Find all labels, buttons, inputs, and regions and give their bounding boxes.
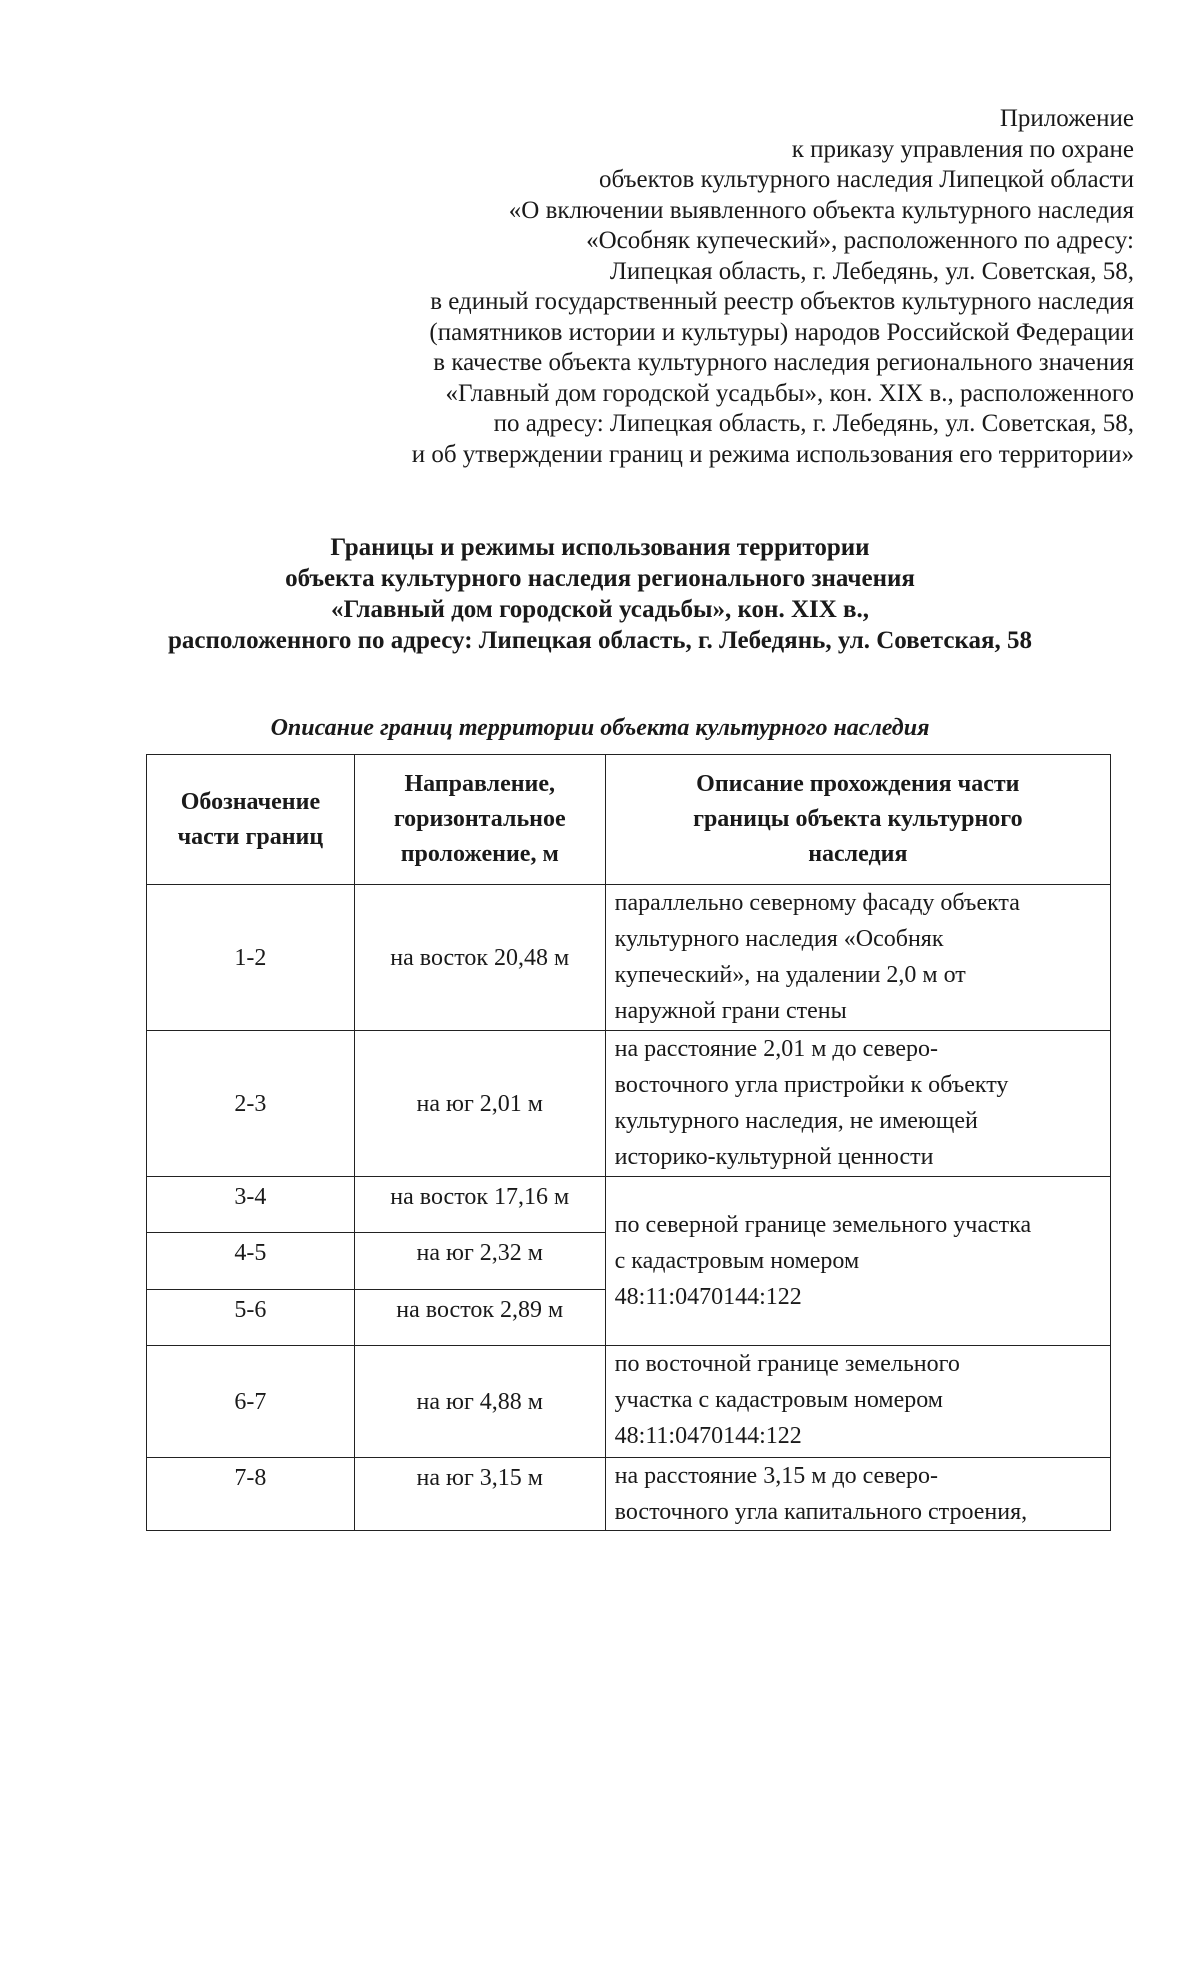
cell-direction: на юг 2,01 м [354, 1031, 605, 1177]
appendix-line: в единый государственный реестр объектов культурного наследия [430, 288, 1134, 315]
cell-description: по восточной границе земельного участка с кадастровым номером 48:11:0470144:122 [605, 1346, 1110, 1458]
cell-direction: на юг 2,32 м [354, 1233, 605, 1290]
borders-table [146, 754, 1111, 1531]
header-description: Описание прохождения части границы объекта культурного наследия [605, 755, 1110, 885]
cell-code: 2-3 [147, 1031, 355, 1177]
appendix-line: (памятников истории и культуры) народов Российской Федерации [429, 318, 1134, 346]
table-caption: Описание границ территории объекта культурного наследия [270, 715, 930, 741]
title-line: объекта культурного наследия регионального значения [285, 565, 915, 592]
appendix-line: «Главный дом городской усадьбы», кон. XIX в., расположенного [445, 379, 1134, 407]
table-row [147, 1458, 1111, 1531]
cell-code: 1-2 [147, 885, 355, 1031]
cell-direction: на восток 2,89 м [354, 1290, 605, 1346]
table-row [147, 1031, 1111, 1177]
table-row [147, 1177, 1111, 1233]
header-code: Обозначение части границ [147, 755, 355, 885]
cell-code: 5-6 [147, 1290, 355, 1346]
appendix-line: Приложение [999, 105, 1134, 132]
appendix-line: и об утверждении границ и режима использования его территории» [411, 440, 1134, 468]
cell-description: на расстояние 2,01 м до северо- восточного угла пристройки к объекту культурного наследия, не имеющей историко-культурной ценности [605, 1031, 1110, 1177]
cell-direction: на восток 20,48 м [354, 885, 605, 1031]
title-line: расположенного по адресу: Липецкая область, г. Лебедянь, ул. Советская, 58 [167, 627, 1032, 654]
appendix-line: объектов культурного наследия Липецкой области [599, 166, 1134, 193]
title-line: «Главный дом городской усадьбы», кон. XIX в., [330, 596, 870, 623]
cell-direction: на юг 4,88 м [354, 1346, 605, 1458]
appendix-line: Липецкая область, г. Лебедянь, ул. Советская, 58, [609, 257, 1134, 285]
table-row [147, 885, 1111, 1031]
cell-code: 7-8 [147, 1458, 355, 1531]
document-title [100, 532, 1100, 656]
cell-direction: на восток 17,16 м [354, 1177, 605, 1233]
table-header-row [147, 755, 1111, 885]
appendix-line: по адресу: Липецкая область, г. Лебедянь, ул. Советская, 58, [493, 410, 1134, 437]
cell-code: 4-5 [147, 1233, 355, 1290]
appendix-line: «О включении выявленного объекта культурного наследия [508, 196, 1134, 224]
appendix-line: к приказу управления по охране [791, 135, 1134, 163]
appendix-header [234, 104, 1134, 470]
title-line: Границы и режимы использования территории [330, 534, 870, 561]
cell-direction: на юг 3,15 м [354, 1458, 605, 1531]
cell-description: по северной границе земельного участка с кадастровым номером 48:11:0470144:122 [605, 1177, 1110, 1346]
cell-description: на расстояние 3,15 м до северо- восточного угла капитального строения, [605, 1458, 1110, 1531]
cell-description: параллельно северному фасаду объекта культурного наследия «Особняк купеческий», на удалении 2,0 м от наружной грани стены [605, 885, 1110, 1031]
cell-code: 6-7 [147, 1346, 355, 1458]
table-row [147, 1346, 1111, 1458]
appendix-line: «Особняк купеческий», расположенного по адресу: [586, 227, 1134, 254]
appendix-line: в качестве объекта культурного наследия регионального значения [433, 349, 1134, 376]
header-direction: Направление, горизонтальное проложение, м [354, 755, 605, 885]
cell-code: 3-4 [147, 1177, 355, 1233]
